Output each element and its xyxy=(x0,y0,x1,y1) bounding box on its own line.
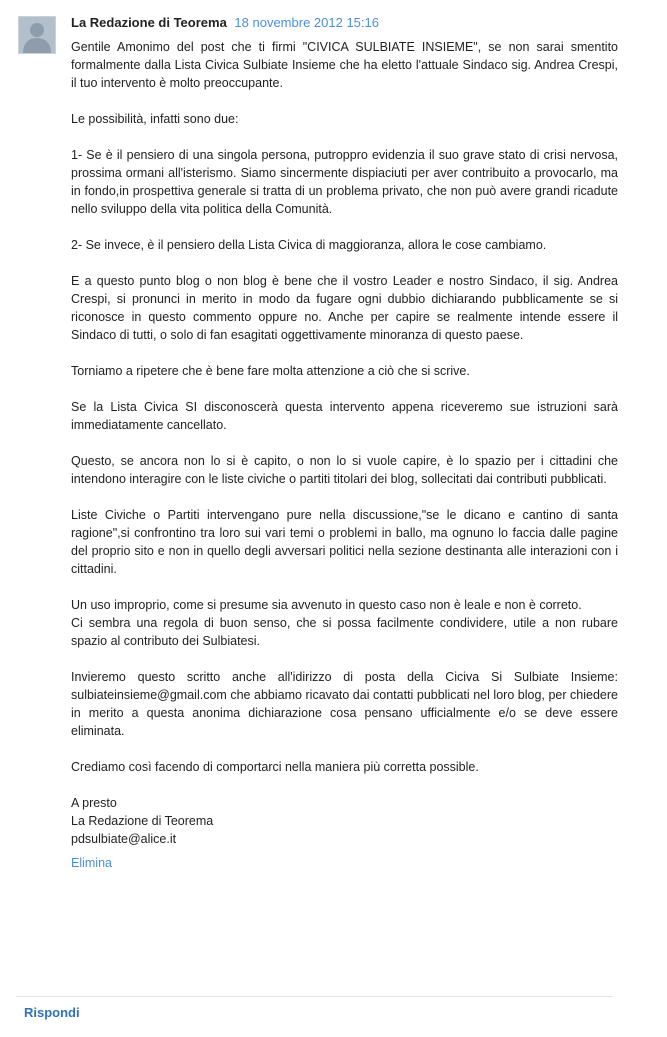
comment-paragraph: Invieremo questo scritto anche all'idirizzo di posta della Ciciva Si Sulbiate Insieme: sulbiateinsieme@gmail.com che abbiamo ricavato dai contatti pubblicati nel loro blog, per chiedere in merito a questa anonima dichiarazione cosa pensano ufficialmente e/o se deve essere eliminata. xyxy=(71,670,618,738)
divider xyxy=(16,996,612,997)
comment-signature xyxy=(71,794,618,848)
comment-paragraph: Le possibilità, infatti sono due: xyxy=(71,112,239,126)
comment-content xyxy=(71,38,618,848)
comment-paragraph: Questo, se ancora non lo si è capito, o non lo si vuole capire, è lo spazio per i cittadini che intendono interagire con le liste civiche o partiti titolari dei blog, sollecitati dai contributi pubblicati. xyxy=(71,454,618,486)
comment-paragraph: Se la Lista Civica SI disconoscerà questa intervento appena riceveremo sue istruzioni sarà immediatamente cancellato. xyxy=(71,400,618,432)
comment-paragraph: Liste Civiche o Partiti intervengano pure nella discussione,"se le dicano e cantino di santa ragione",si confrontino tra loro sui vari temi o problemi in ballo, ma ognuno lo faccia dalle pagine del proprio sito e non in quello degli avversari politici nella sezione destinanta alle interazioni con i cittadini. xyxy=(71,508,618,576)
delete-comment-link[interactable]: Elimina xyxy=(71,856,112,870)
comment-body xyxy=(71,14,618,872)
comment-line: Un uso improprio, come si presume sia avvenuto in questo caso non è leale e non è correto. xyxy=(71,598,582,612)
comment-author: La Redazione di Teorema xyxy=(71,15,227,30)
comment-timestamp[interactable]: 18 novembre 2012 15:16 xyxy=(234,15,379,30)
signature-line: pdsulbiate@alice.it xyxy=(71,832,177,846)
comment-header xyxy=(71,14,618,34)
comment xyxy=(18,14,618,872)
comment-paragraph: Torniamo a ripetere che è bene fare molta attenzione a ciò che si scrive. xyxy=(71,364,470,378)
reply-button[interactable]: Rispondi xyxy=(24,1005,80,1020)
comment-paragraph: 1- Se è il pensiero di una singola persona, putroppro evidenzia il suo grave stato di crisi nervosa, prossima ormani all'isterismo. Siamo sincermente dispiaciuti per aver contribuito a provocarlo, ma in fondo,in prospettiva generale si tratta di un problema privato, che non può avere grandi ricadute nello sviluppo della vita politica della Comunità. xyxy=(71,148,618,216)
comment-paragraph: 2- Se invece, è il pensiero della Lista Civica di maggioranza, allora le cose cambiamo. xyxy=(71,238,547,252)
signature-line: La Redazione di Teorema xyxy=(71,814,214,828)
default-user-avatar-icon xyxy=(18,16,56,54)
comment-line: Ci sembra una regola di buon senso, che si possa facilmente condividere, utile a non rubare spazio al contributo dei Sulbiatesi. xyxy=(71,616,618,648)
comment-paragraph: E a questo punto blog o non blog è bene che il vostro Leader e nostro Sindaco, il sig. Andrea Crespi, si pronunci in merito in modo da fugare ogni dubbio dichiarando pubblicamente se si riconosce in questo commento oppure no. Anche per capire se realmente intende essere il Sindaco di tutti, o solo di fan esagitati oggettivamente minoranza di questo paese. xyxy=(71,274,618,342)
signature-line: A presto xyxy=(71,796,117,810)
comment-paragraph xyxy=(71,596,618,650)
comment-paragraph: Gentile Amonimo del post che ti firmi "CIVICA SULBIATE INSIEME", se non sarai smentito formalmente dalla Lista Civica Sulbiate Insieme che ha eletto l'attuale Sindaco sig. Andrea Crespi, il tuo intervento è molto preoccupante. xyxy=(71,40,618,90)
comment-paragraph: Crediamo così facendo di comportarci nella maniera più corretta possible. xyxy=(71,760,479,774)
